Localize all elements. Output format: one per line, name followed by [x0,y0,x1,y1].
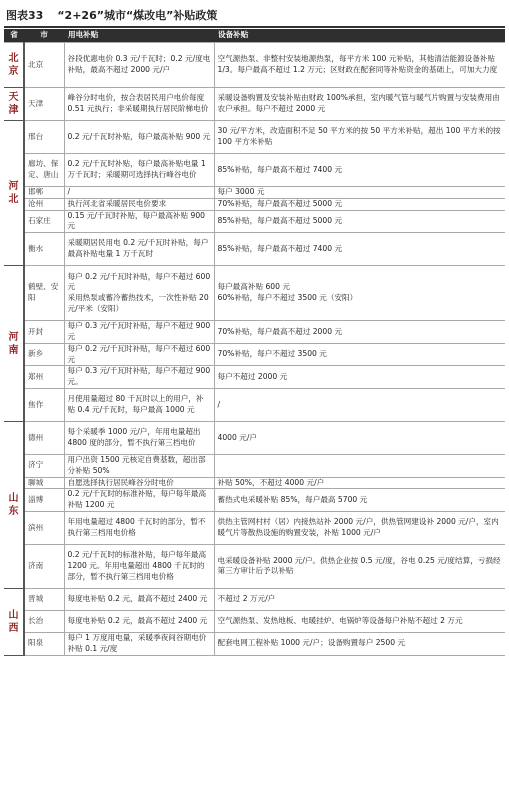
equipment-subsidy-cell: 70%补贴，每户最高不超过 5000 元 [214,198,505,210]
equipment-subsidy-cell: 每户 3000 元 [214,187,505,199]
equipment-subsidy-cell: 每户不超过 2000 元 [214,366,505,389]
province-cell [4,88,24,121]
table-row [4,187,505,199]
equipment-subsidy-cell: 补贴 50%，不超过 4000 元/户 [214,477,505,489]
province-cell [4,43,24,88]
header-city: 市 [24,29,64,43]
table-row [4,366,505,389]
equipment-subsidy-cell: 4000 元/户 [214,421,505,454]
equipment-subsidy-cell: 空气源热泵、非整村安装地源热泵，每平方米 100 元补贴，其他清洁能源设备补贴 1/3。每户最高不超过 1.2 万元；区财政在配套同等补贴资金的基础上，可加大力度 [214,43,505,88]
table-row [4,610,505,632]
title-divider [4,26,505,28]
province-cell [4,588,24,655]
city-cell: 淄博 [24,489,64,512]
equipment-subsidy-cell: 空气源热泵、发热地板、电暖挂炉、电锅炉等设备每户补贴不超过 2 万元 [214,610,505,632]
equipment-subsidy-cell: 30 元/平方米，改造面积不足 50 平方米的按 50 平方米补贴，超出 100 平方米的按 100 平方米补贴 [214,121,505,154]
province-name: 山东 [8,492,19,517]
electricity-subsidy-cell: 自愿选择执行居民峰谷分时电价 [64,477,214,489]
table-row [4,388,505,421]
table-row [4,198,505,210]
table-row [4,477,505,489]
table-row [4,511,505,544]
table-row [4,489,505,512]
electricity-subsidy-cell: 0.2 元/千瓦时的标准补贴，每户每年最高补贴 1200 元 [64,489,214,512]
equipment-subsidy-cell: 85%补贴，每户最高不超过 7400 元 [214,233,505,266]
header-equipment-subsidy: 设备补贴 [214,29,505,43]
city-cell: 天津 [24,88,64,121]
electricity-subsidy-cell: 用户出资 1500 元核定自费基数，超出部分补贴 50% [64,454,214,477]
city-cell: 石家庄 [24,210,64,233]
table-header-row [4,29,505,43]
city-cell: 鹤壁、安阳 [24,266,64,321]
header-electricity-subsidy: 用电补贴 [64,29,214,43]
electricity-subsidy-cell: 峰谷分时电价，按合表居民用户电价每度 0.51 元执行；非采暖期执行居民阶梯电价 [64,88,214,121]
city-cell: 北京 [24,43,64,88]
electricity-subsidy-cell: 每度电补贴 0.2 元，最高不超过 2400 元 [64,588,214,610]
city-cell: 沧州 [24,198,64,210]
city-cell: 邯郸 [24,187,64,199]
figure-title [6,7,217,23]
table-row [4,454,505,477]
electricity-subsidy-cell: 每户 0.2 元/千瓦时补贴，每户不超过 600 元 [64,343,214,366]
electricity-subsidy-cell: 每户 0.3 元/千瓦时补贴，每户不超过 900 元 [64,321,214,344]
equipment-subsidy-cell: 85%补贴，每户最高不超过 5000 元 [214,210,505,233]
figure-caption: “2+26”城市“煤改电”补贴政策 [57,9,218,22]
electricity-subsidy-cell: 每度电补贴 0.2 元，最高不超过 2400 元 [64,610,214,632]
city-cell: 德州 [24,421,64,454]
electricity-subsidy-cell: 每户 0.3 元/千瓦时补贴，每户不超过 900 元。 [64,366,214,389]
city-cell: 聊城 [24,477,64,489]
equipment-subsidy-cell [214,454,505,477]
city-cell: 阳泉 [24,632,64,655]
province-cell [4,421,24,588]
equipment-subsidy-cell: 蓄热式电采暖补贴 85%，每户最高 5700 元 [214,489,505,512]
table-row [4,343,505,366]
table-row [4,121,505,154]
province-name: 山西 [8,609,19,634]
electricity-subsidy-cell: 采暖期居民用电 0.2 元/千瓦时补贴，每户最高补贴电量 1 万千瓦时 [64,233,214,266]
city-cell: 衡水 [24,233,64,266]
table-row [4,321,505,344]
city-cell: 邢台 [24,121,64,154]
electricity-subsidy-cell: 每户 1 万度用电量，采暖季夜间谷期电价补贴 0.1 元/度 [64,632,214,655]
table-row [4,210,505,233]
table-row [4,154,505,187]
city-cell: 焦作 [24,388,64,421]
city-cell: 晋城 [24,588,64,610]
province-cell [4,121,24,266]
province-name: 天津 [8,92,19,116]
electricity-subsidy-cell: 年用电量超过 4800 千瓦时的部分，暂不执行第三档用电价格 [64,511,214,544]
table-row [4,632,505,655]
city-cell: 郑州 [24,366,64,389]
electricity-subsidy-cell: 0.15 元/千瓦时补贴，每户最高补贴 900 元 [64,210,214,233]
table-row [4,88,505,121]
equipment-subsidy-cell: 采暖设备购置及安装补贴由财政 100%承担，室内暖气管与暖气片购置与安装费用由农户承担。每户不超过 2000 元 [214,88,505,121]
city-cell: 新乡 [24,343,64,366]
equipment-subsidy-cell: 电采暖设备补贴 2000 元/户。供热企业按 0.5 元/度，谷电 0.25 元/度结算，亏损经第三方审计后予以补贴 [214,544,505,588]
equipment-subsidy-cell: / [214,388,505,421]
table-row [4,544,505,588]
electricity-subsidy-cell: 0.2 元/千瓦时的标准补贴，每户每年最高 1200 元。年用电量超出 4800 千瓦时的部分，暂不执行第三档用电价格 [64,544,214,588]
equipment-subsidy-cell: 70%补贴，每户不超过 3500 元 [214,343,505,366]
equipment-subsidy-cell: 85%补贴，每户最高不超过 7400 元 [214,154,505,187]
equipment-subsidy-cell: 不超过 2 万元/户 [214,588,505,610]
equipment-subsidy-cell: 70%补贴，每户最高不超过 2000 元 [214,321,505,344]
electricity-subsidy-cell: 0.2 元/千瓦时补贴，每户最高补贴电量 1 万千瓦时；采暖期可选择执行峰谷电价 [64,154,214,187]
table-row [4,233,505,266]
electricity-subsidy-cell: 每户 0.2 元/千瓦时补贴，每户不超过 600 元 采用热泵或蓄冷蓄热技术，一次性补贴 20 元/平米（安阳） [64,266,214,321]
city-cell: 济宁 [24,454,64,477]
province-name: 河北 [8,181,19,206]
electricity-subsidy-cell: 每个采暖季 1000 元/户，年用电量超出 4800 度的部分，暂不执行第三档电价 [64,421,214,454]
electricity-subsidy-cell: / [64,187,214,199]
header-province: 省 [4,29,24,43]
figure-number: 图表33 [6,9,44,22]
electricity-subsidy-cell: 谷段优惠电价 0.3 元/千瓦时；0.2 元/度电补贴，最高不超过 2000 元/户 [64,43,214,88]
city-cell: 开封 [24,321,64,344]
city-cell: 廊坊、保定、唐山 [24,154,64,187]
table-row [4,266,505,321]
electricity-subsidy-cell: 月使用量超过 80 千瓦时以上的用户，补贴 0.4 元/千瓦时，每户最高 1000 元 [64,388,214,421]
city-cell: 长治 [24,610,64,632]
table-row [4,43,505,88]
city-cell: 济南 [24,544,64,588]
equipment-subsidy-cell: 配套电网工程补贴 1000 元/户；设备购置每户 2500 元 [214,632,505,655]
electricity-subsidy-cell: 0.2 元/千瓦时补贴，每户最高补贴 900 元 [64,121,214,154]
electricity-subsidy-cell: 执行河北省采暖居民电价要求 [64,198,214,210]
table-row [4,421,505,454]
table-body [4,43,505,656]
province-name: 河南 [8,331,19,356]
province-cell [4,266,24,422]
subsidy-policy-table [4,29,505,656]
equipment-subsidy-cell: 每户最高补贴 600 元 60%补贴，每户不超过 3500 元（安阳） [214,266,505,321]
table-row [4,588,505,610]
city-cell: 滨州 [24,511,64,544]
province-name: 北京 [8,53,19,77]
equipment-subsidy-cell: 供热主管网村村（居）内接热站补 2000 元/户，供热管网建设补 2000 元/户，室内暖气片等散热设施的购置安装，补贴 1000 元/户 [214,511,505,544]
